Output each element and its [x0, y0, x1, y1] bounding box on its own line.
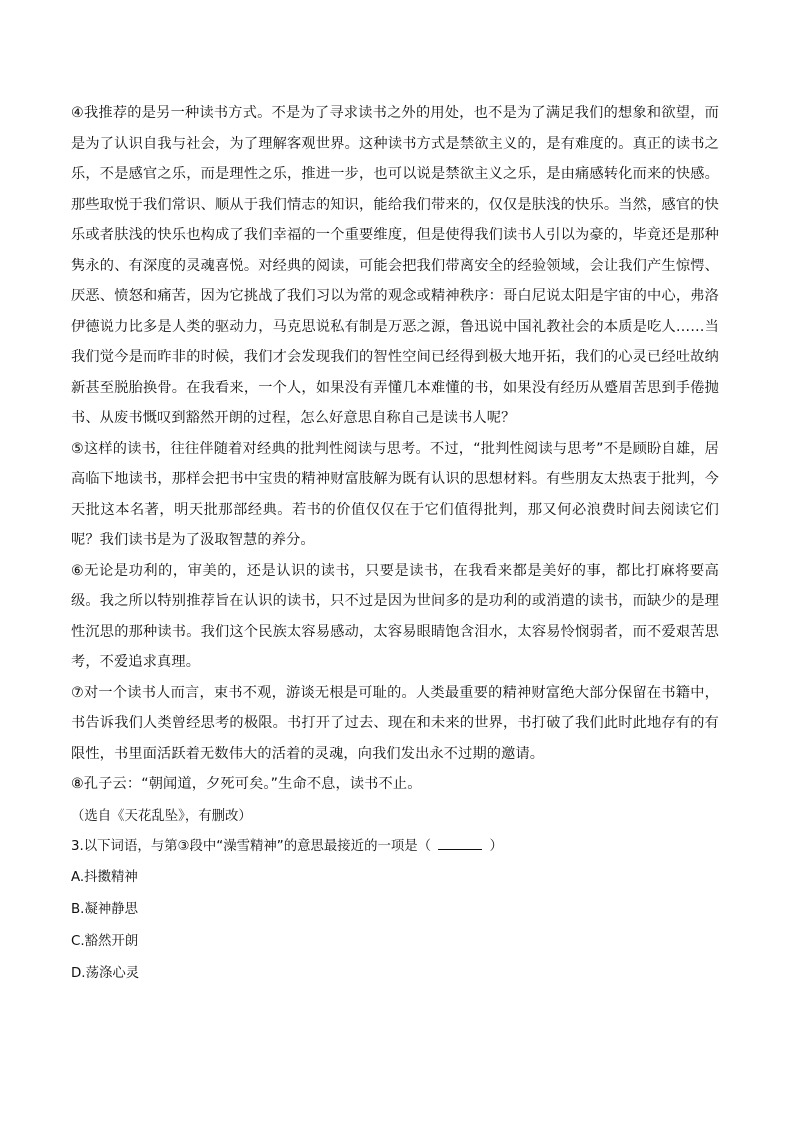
- question-3: [71, 832, 719, 862]
- option-b[interactable]: B.凝神静思: [71, 901, 139, 917]
- option-c[interactable]: C.豁然开朗: [71, 933, 139, 949]
- option-a[interactable]: A.抖擞精神: [71, 869, 138, 885]
- paragraph-4: ④我推荐的是另一种读书方式。不是为了寻求读书之外的用处，也不是为了满足我们的想象和欲望，而是为了认识自我与社会，为了理解客观世界。这种读书方式是禁欲主义的，是有难度的。真正的读书之乐，不是感官之乐，而是理性之乐，推进一步，也可以说是禁欲主义之乐，是由痛感转化而来的快感。那些取悦于我们常识、顺从于我们情志的知识，能给我们带来的，仅仅是肤浅的快乐。当然，感官的快乐或者肤浅的快乐也构成了我们幸福的一个重要维度，但是使得我们读书人引以为豪的，毕竟还是那种隽永的、有深度的灵魂喜悦。对经典的阅读，可能会把我们带离安全的经验领域，会让我们产生惊愕、厌恶、愤怒和痛苦，因为它挑战了我们习以为常的观念或精神秩序：哥白尼说太阳是宇宙的中心，弗洛伊德说力比多是人类的驱动力，马克思说私有制是万恶之源，鲁迅说中国礼教社会的本质是吃人……当我们觉今是而昨非的时候，我们才会发现我们的智性空间已经得到极大地开拓，我们的心灵已经吐故纳新甚至脱胎换骨。在我看来，一个人，如果没有弄懂几本难懂的书，如果没有经历从蹙眉苦思到手倦抛书、从废书慨叹到豁然开朗的过程，怎么好意思自称自己是读书人呢？: [71, 105, 719, 426]
- paragraph-5: ⑤这样的读书，往往伴随着对经典的批判性阅读与思考。不过，“批判性阅读与思考”不是顾盼自雄，居高临下地读书，那样会把书中宝贵的精神财富肢解为既有认识的思想材料。有些朋友太热衷于批判，今天批这本名著，明天批那部经典。若书的价值仅仅在于它们值得批判，那又何必浪费时间去阅读它们呢？我们读书是为了汲取智慧的养分。: [71, 440, 719, 548]
- option-d[interactable]: D.荡涤心灵: [71, 965, 140, 981]
- source-note: （选自《天花乱坠》，有删改）: [71, 808, 252, 824]
- paragraph-7: ⑦对一个读书人而言，束书不观，游谈无根是可耻的。人类最重要的精神财富绝大部分保留在书籍中，书告诉我们人类曾经思考的极限。书打开了过去、现在和未来的世界，书打破了我们此时此地存有的有限性，书里面活跃着无数伟大的活着的灵魂，向我们发出永不过期的邀请。: [71, 684, 719, 762]
- paragraph-8: ⑧孔子云：“朝闻道，夕死可矣。”生命不息，读书不止。: [71, 776, 422, 792]
- paragraph-6: ⑥无论是功利的，审美的，还是认识的读书，只要是读书，在我看来都是美好的事，都比打麻将要高级。我之所以特别推荐旨在认识的读书，只不过是因为世间多的是功利的或消遣的读书，而缺少的是理性沉思的那种读书。我们这个民族太容易感动，太容易眼睛饱含泪水，太容易怜悯弱者，而不爱艰苦思考，不爱追求真理。: [71, 562, 719, 670]
- answer-blank[interactable]: [438, 835, 482, 850]
- question-prefix: 3.以下词语，与第③段中“澡雪精神”的意思最接近的一项是（: [71, 838, 436, 854]
- article-body: [71, 98, 719, 990]
- question-suffix: ）: [485, 838, 503, 854]
